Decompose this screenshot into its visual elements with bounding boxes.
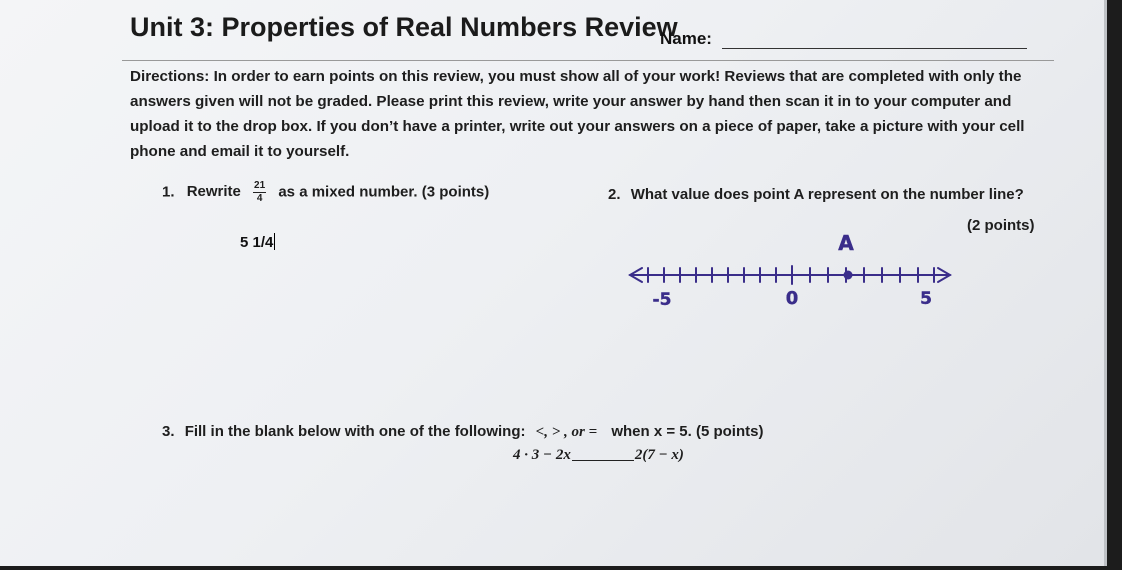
question-2-number: 2. — [608, 186, 621, 203]
name-blank-line — [722, 48, 1027, 49]
question-1-suffix: as a mixed number. (3 points) — [278, 183, 490, 201]
header-divider — [122, 60, 1054, 61]
question-3-condition: when x = 5. (5 points) — [611, 423, 764, 440]
tick-label-zero: 0 — [785, 288, 799, 309]
point-a-dot — [844, 271, 853, 280]
question-1 — [162, 180, 489, 205]
tick-label-minus-5: -5 — [652, 290, 672, 310]
point-a-label: A — [838, 231, 854, 255]
tick-label-5: 5 — [920, 289, 932, 309]
question-2-text: What value does point A represent on the number line? — [630, 186, 1024, 203]
fraction-denominator: 4 — [256, 193, 263, 204]
question-2-points: (2 points) — [967, 217, 1035, 234]
question-3-number: 3. — [162, 423, 175, 440]
directions-text: In order to earn points on this review, you must show all of your work! Reviews that are completed with only the answers given will not be graded. Please print this review, write your answer by hand then scan it in to your computer and upload it to the drop box. If you don’t have a printer, write out your answers on a piece of paper, take a picture with your cell phone and email it to yourself. — [130, 68, 1025, 160]
fraction-21-over-4 — [253, 180, 266, 205]
question-3-text: Fill in the blank below with one of the following: — [184, 423, 526, 440]
answer-3-blank[interactable] — [572, 460, 634, 461]
directions-label: Directions: — [130, 68, 210, 85]
answer-1-field[interactable] — [240, 233, 275, 251]
page-title: Unit 3: Properties of Real Numbers Review — [130, 12, 678, 42]
directions-paragraph — [130, 64, 1050, 164]
left-expression: 4 · 3 − 2x — [513, 447, 571, 463]
right-expression: 2(7 − x) — [634, 447, 684, 463]
question-3-expression — [513, 446, 684, 464]
name-label: Name: — [660, 29, 712, 48]
question-1-prefix: Rewrite — [186, 183, 241, 201]
question-2 — [608, 186, 1024, 203]
question-3-options: <, > , or = — [535, 424, 598, 440]
text-cursor — [274, 233, 275, 250]
number-line — [620, 228, 970, 318]
answer-1-text: 5 1/4 — [240, 234, 274, 251]
question-1-number: 1. — [162, 183, 175, 201]
question-3 — [162, 423, 763, 441]
fraction-numerator: 21 — [254, 180, 266, 191]
